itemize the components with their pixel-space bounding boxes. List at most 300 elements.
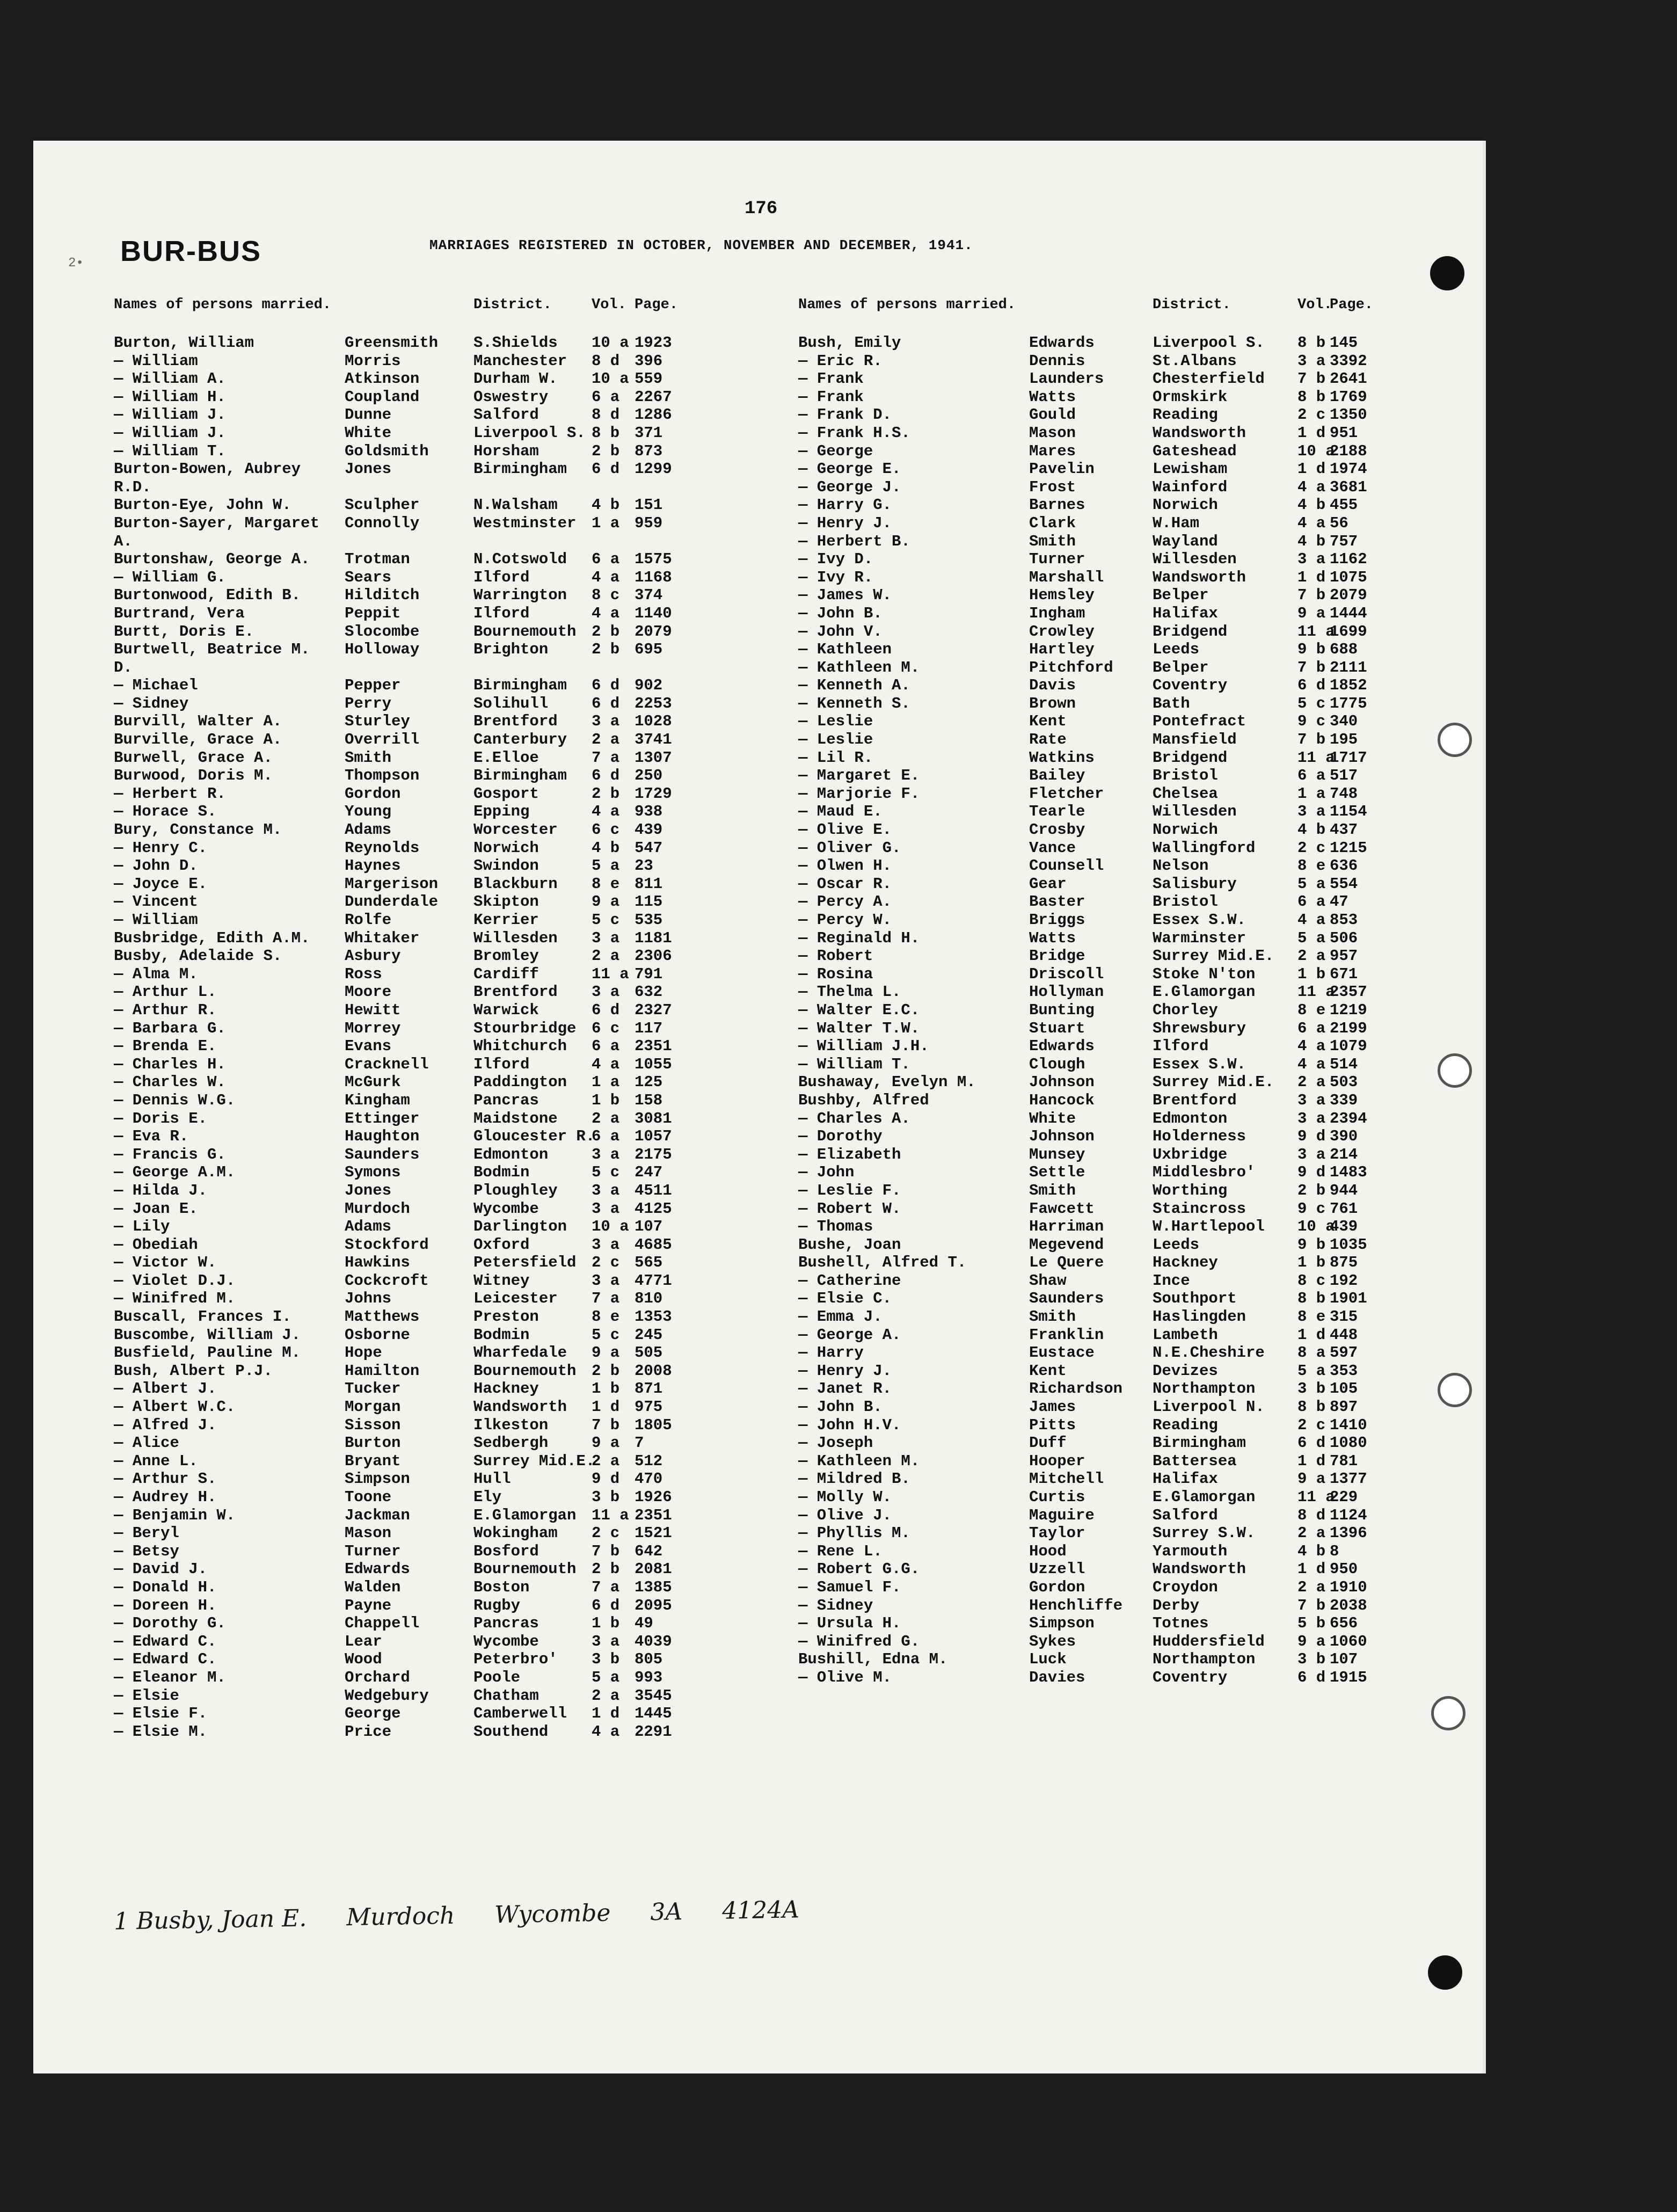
entry-district: [473, 478, 592, 497]
entry-district: Horsham: [473, 442, 539, 460]
entry-vol: 1 d: [1297, 568, 1326, 586]
entry-vol: 3 a: [1297, 352, 1326, 370]
entry-vol: 4 a: [592, 1055, 620, 1073]
entry-name: — Beryl: [114, 1524, 179, 1542]
entry-vol: 9 c: [1297, 712, 1326, 731]
entry-spouse: Mitchell: [1029, 1470, 1104, 1488]
entry-vol: 1 b: [1297, 965, 1326, 983]
entry-spouse: Payne: [345, 1596, 392, 1614]
entry-vol: 4 a: [592, 568, 620, 586]
entry-spouse: Bridge: [1029, 947, 1085, 965]
entry-vol: 9 a: [1297, 1470, 1326, 1488]
entry-district: Lewisham: [1153, 460, 1228, 478]
entry-spouse: Watts: [1029, 388, 1076, 406]
entry-district: Wayland: [1153, 532, 1218, 550]
entry-spouse: Bryant: [345, 1452, 401, 1470]
entry-vol: 7 b: [592, 1542, 620, 1560]
entry-name: — John: [798, 1163, 855, 1182]
entry-spouse: Morgan: [345, 1398, 401, 1416]
entry-name: — Lily: [114, 1218, 170, 1236]
entry-spouse: Turner: [345, 1542, 401, 1560]
entry-spouse: Sisson: [345, 1416, 401, 1434]
entry-page: 810: [635, 1290, 663, 1308]
entry-district: Worcester: [473, 821, 558, 839]
entry-spouse: Reynolds: [345, 839, 420, 857]
entry-name: — Eleanor M.: [114, 1668, 226, 1686]
entry-name: — Elsie F.: [114, 1705, 208, 1723]
entry-name: — Obediah: [114, 1235, 198, 1254]
entry-district: Worthing: [1153, 1181, 1228, 1199]
entry-district: Cardiff: [473, 965, 539, 983]
entry-name: — Alfred J.: [114, 1416, 217, 1434]
entry-vol: 6 d: [1297, 1434, 1326, 1452]
entry-district: Stourbridge: [473, 1019, 577, 1037]
entry-page: 439: [1330, 1218, 1358, 1236]
entry-page: 597: [1330, 1344, 1358, 1362]
entry-vol: 6 d: [592, 694, 620, 712]
entry-page: 1915: [1330, 1668, 1367, 1686]
entry-name: — Eric R.: [798, 352, 883, 370]
entry-spouse: Simpson: [345, 1470, 410, 1488]
entry-page: 957: [1330, 947, 1358, 965]
entry-page: 514: [1330, 1055, 1358, 1073]
entry-page: 8: [1330, 1542, 1339, 1560]
entry-vol: 11 a: [1297, 748, 1335, 767]
entry-district: Oswestry: [473, 388, 549, 406]
entry-vol: 3 b: [1297, 1650, 1326, 1669]
entry-name: — Ivy D.: [798, 550, 873, 569]
entry-page: 2394: [1330, 1109, 1367, 1127]
entry-vol: 4 a: [1297, 911, 1326, 929]
entry-vol: 2 c: [1297, 406, 1326, 424]
entry-name: Burwell, Grace A.: [114, 748, 273, 767]
entry-spouse: Atkinson: [345, 370, 420, 388]
entry-spouse: Watkins: [1029, 748, 1095, 767]
entry-district: Bridgend: [1153, 622, 1228, 641]
entry-spouse: [345, 659, 473, 677]
entry-name: — Audrey H.: [114, 1488, 217, 1506]
corner-mark: 2•: [68, 256, 84, 271]
entry-page: 117: [635, 1019, 663, 1037]
entry-district: Swindon: [473, 857, 539, 875]
entry-vol: 2 b: [592, 1560, 620, 1578]
entry-district: Reading: [1153, 1416, 1218, 1434]
entry-spouse: Dunne: [345, 406, 392, 424]
entry-vol: 7 a: [592, 1578, 620, 1596]
left-column: [114, 296, 688, 1741]
entry-spouse: Trotman: [345, 550, 410, 569]
entry-vol: 5 c: [592, 1326, 620, 1344]
entry-page: 245: [635, 1326, 663, 1344]
entry-vol: 6 c: [592, 1019, 620, 1037]
entry-page: 805: [635, 1650, 663, 1669]
entry-page: 2641: [1330, 370, 1367, 388]
entry-district: Poole: [473, 1668, 521, 1686]
entry-page: 396: [635, 352, 663, 370]
entry-district: Warminster: [1153, 929, 1246, 947]
entry-spouse: Johns: [345, 1290, 392, 1308]
entry-page: 2081: [635, 1560, 672, 1578]
entry-vol: 5 b: [1297, 1614, 1326, 1633]
entry-page: 1396: [1330, 1524, 1367, 1542]
entry-district: Bristol: [1153, 767, 1218, 785]
entry-page: 695: [635, 641, 663, 659]
entry-district: Uxbridge: [1153, 1145, 1228, 1163]
entry-page: 2008: [635, 1362, 672, 1380]
entry-name: — Charles H.: [114, 1055, 226, 1073]
entry-page: 247: [635, 1163, 663, 1182]
entry-name: — Michael: [114, 676, 198, 695]
entry-page: 3081: [635, 1109, 672, 1127]
entry-spouse: Mason: [1029, 424, 1076, 442]
entry-district: Croydon: [1153, 1578, 1218, 1596]
entry-page: 950: [1330, 1560, 1358, 1578]
entry-district: Leeds: [1153, 1235, 1200, 1254]
entry-district: Southend: [473, 1722, 549, 1741]
entry-spouse: Harriman: [1029, 1218, 1104, 1236]
entry-district: Coventry: [1153, 1668, 1228, 1686]
entry-spouse: Gordon: [345, 784, 401, 803]
entry-vol: 5 c: [1297, 694, 1326, 712]
entry-page: 23: [635, 857, 653, 875]
entry-name: — Winifred M.: [114, 1290, 236, 1308]
entry-vol: 1 b: [592, 1614, 620, 1633]
entry-name: — Joseph: [798, 1434, 873, 1452]
entry-district: Liverpool S.: [473, 424, 586, 442]
entry-district: Wharfedale: [473, 1344, 567, 1362]
entry-district: Surrey Mid.E.: [1153, 947, 1274, 965]
handwritten-spouse: Murdoch: [346, 1902, 455, 1932]
entry-district: Pancras: [473, 1614, 539, 1633]
entry-page: 1926: [635, 1488, 672, 1506]
entry-district: Bodmin: [473, 1326, 530, 1344]
entry-district: Maidstone: [473, 1109, 558, 1127]
entry-page: 559: [635, 370, 663, 388]
entry-name: Burton-Sayer, Margaret: [114, 514, 319, 532]
entry-district: Salford: [1153, 1506, 1218, 1524]
entry-vol: 3 a: [1297, 1145, 1326, 1163]
entry-name: — Percy A.: [798, 893, 892, 911]
entry-page: 2079: [635, 622, 672, 641]
right-register-table: [798, 296, 1383, 1687]
entry-spouse: Murdoch: [345, 1199, 410, 1218]
entry-name: — Reginald H.: [798, 929, 920, 947]
entry-district: Canterbury: [473, 731, 567, 749]
entry-vol: 6 d: [592, 767, 620, 785]
entry-spouse: Lear: [345, 1632, 382, 1650]
entry-page: 107: [1330, 1650, 1358, 1669]
entry-district: Mansfield: [1153, 731, 1237, 749]
entry-vol: 3 a: [592, 1271, 620, 1290]
entry-vol: 6 d: [1297, 676, 1326, 695]
entry-vol: 4 b: [592, 496, 620, 514]
entry-vol: 7 b: [1297, 1596, 1326, 1614]
entry-district: Staincross: [1153, 1199, 1246, 1218]
entry-name: Burwood, Doris M.: [114, 767, 273, 785]
entry-name: — Janet R.: [798, 1380, 892, 1398]
entry-vol: 7 b: [1297, 731, 1326, 749]
entry-spouse: Overrill: [345, 731, 420, 749]
entry-district: Blackburn: [473, 875, 558, 893]
entry-name: — Winifred G.: [798, 1632, 920, 1650]
entry-name: — Rene L.: [798, 1542, 883, 1560]
entry-page: 390: [1330, 1127, 1358, 1146]
entry-name: — Sidney: [114, 694, 189, 712]
entry-district: Salford: [473, 406, 539, 424]
entry-vol: 8 c: [592, 586, 620, 605]
entry-district: Wycombe: [473, 1632, 539, 1650]
entry-spouse: Pitts: [1029, 1416, 1076, 1434]
entry-name: — Leslie F.: [798, 1181, 901, 1199]
entry-name: — Doris E.: [114, 1109, 208, 1127]
entry-page: 1162: [1330, 550, 1367, 569]
entry-district: Birmingham: [473, 676, 567, 695]
entry-page: 145: [1330, 334, 1358, 352]
entry-page: 2327: [635, 1001, 672, 1019]
entry-page: 1377: [1330, 1470, 1367, 1488]
entry-district: Norwich: [1153, 821, 1218, 839]
entry-district: Ilford: [473, 604, 530, 622]
entry-vol: 4 b: [1297, 532, 1326, 550]
entry-spouse: Taylor: [1029, 1524, 1085, 1542]
entry-spouse: Morris: [345, 352, 401, 370]
entry-district: Bournemouth: [473, 1560, 577, 1578]
entry-district: Wandsworth: [473, 1398, 567, 1416]
entry-district: Holderness: [1153, 1127, 1246, 1146]
entry-district: Salisbury: [1153, 875, 1237, 893]
entry-name: — Phyllis M.: [798, 1524, 910, 1542]
entry-spouse: Ingham: [1029, 604, 1085, 622]
entry-district: E.Glamorgan: [1153, 1488, 1256, 1506]
entry-district: Brighton: [473, 641, 549, 659]
entry-vol: 6 a: [592, 388, 620, 406]
entry-page: 4511: [635, 1181, 672, 1199]
entry-spouse: Wedgebury: [345, 1686, 429, 1705]
entry-page: 505: [635, 1344, 663, 1362]
entry-vol: 3 a: [592, 983, 620, 1001]
entry-name: — James W.: [798, 586, 892, 605]
entry-district: Wainford: [1153, 478, 1228, 496]
entry-vol: 3 a: [592, 1235, 620, 1254]
entry-district: Hull: [473, 1470, 511, 1488]
entry-district: Leeds: [1153, 641, 1200, 659]
entry-name: — Joan E.: [114, 1199, 198, 1218]
entry-district: Norwich: [473, 839, 539, 857]
entry-name: — John H.V.: [798, 1416, 901, 1434]
entry-name: — Anne L.: [114, 1452, 198, 1470]
entry-spouse: Connolly: [345, 514, 420, 532]
entry-vol: 8 b: [1297, 388, 1326, 406]
entry-vol: 2 c: [1297, 839, 1326, 857]
entry-vol: 8 e: [1297, 1308, 1326, 1326]
entry-vol: 6 d: [592, 1596, 620, 1614]
entry-district: Brentford: [473, 983, 558, 1001]
entry-district: Halifax: [1153, 604, 1218, 622]
entry-name: Burton-Eye, John W.: [114, 496, 291, 514]
entry-spouse: Cracknell: [345, 1055, 429, 1073]
entry-page: 871: [635, 1380, 663, 1398]
entry-district: Bournemouth: [473, 622, 577, 641]
entry-name: — Olive E.: [798, 821, 892, 839]
entry-name: — Thelma L.: [798, 983, 901, 1001]
entry-page: 2351: [635, 1037, 672, 1056]
entry-name: — Alice: [114, 1434, 179, 1452]
entry-district: Pancras: [473, 1091, 539, 1109]
entry-page: 1385: [635, 1578, 672, 1596]
column-header-spouse: [345, 296, 473, 334]
handwritten-page: 4124A: [721, 1896, 800, 1925]
entry-district: Reading: [1153, 406, 1218, 424]
entry-spouse: Walden: [345, 1578, 401, 1596]
entry-page: 1575: [635, 550, 672, 569]
entry-district: Essex S.W.: [1153, 1055, 1246, 1073]
entry-spouse: Wood: [345, 1650, 382, 1669]
entry-spouse: [345, 478, 473, 497]
entry-vol: 2 a: [592, 731, 620, 749]
entry-spouse: Symons: [345, 1163, 401, 1182]
entry-vol: 2 a: [592, 1452, 620, 1470]
entry-spouse: Young: [345, 803, 392, 821]
entry-district: Edmonton: [1153, 1109, 1228, 1127]
entry-spouse: Morrey: [345, 1019, 401, 1037]
entry-spouse: Tearle: [1029, 803, 1085, 821]
entry-spouse: Orchard: [345, 1668, 410, 1686]
entry-spouse: Johnson: [1029, 1127, 1095, 1146]
entry-vol: 6 a: [1297, 767, 1326, 785]
entry-spouse: Duff: [1029, 1434, 1067, 1452]
entry-name: — Eva R.: [114, 1127, 189, 1146]
entry-district: Shrewsbury: [1153, 1019, 1246, 1037]
entry-spouse: Gordon: [1029, 1578, 1085, 1596]
entry-name: — Kathleen M.: [798, 1452, 920, 1470]
entry-name: Burtrand, Vera: [114, 604, 245, 622]
entry-name: — Elsie C.: [798, 1290, 892, 1308]
entry-spouse: Gould: [1029, 406, 1076, 424]
entry-name: — William J.: [114, 424, 226, 442]
entry-district: Bournemouth: [473, 1362, 577, 1380]
entry-vol: 6 a: [1297, 1019, 1326, 1037]
entry-spouse: Kent: [1029, 1362, 1067, 1380]
entry-vol: 3 b: [592, 1488, 620, 1506]
entry-spouse: Sculpher: [345, 496, 420, 514]
entry-name: — Barbara G.: [114, 1019, 226, 1037]
entry-vol: 1 d: [1297, 424, 1326, 442]
entry-spouse: Asbury: [345, 947, 401, 965]
entry-name: — Albert W.C.: [114, 1398, 236, 1416]
entry-spouse: Sturley: [345, 712, 410, 731]
entry-spouse: Cockcroft: [345, 1271, 429, 1290]
entry-name: — Arthur R.: [114, 1001, 217, 1019]
entry-vol: 5 a: [1297, 875, 1326, 893]
entry-spouse: Hawkins: [345, 1254, 410, 1272]
entry-page: 944: [1330, 1181, 1358, 1199]
entry-page: 1055: [635, 1055, 672, 1073]
entry-vol: 8 b: [1297, 1290, 1326, 1308]
entry-district: Ilford: [1153, 1037, 1209, 1056]
entry-page: 1699: [1330, 622, 1367, 641]
entry-name: — Charles A.: [798, 1109, 910, 1127]
entry-district: E.Elloe: [473, 748, 539, 767]
entry-name: — Doreen H.: [114, 1596, 217, 1614]
entry-district: Ilkeston: [473, 1416, 549, 1434]
entry-vol: 1 d: [592, 1705, 620, 1723]
entry-name: — Maud E.: [798, 803, 883, 821]
entry-spouse: Edwards: [1029, 334, 1095, 352]
entry-page: 1080: [1330, 1434, 1367, 1452]
entry-page: 4771: [635, 1271, 672, 1290]
entry-vol: 2 b: [592, 641, 620, 659]
entry-vol: 6 a: [592, 1037, 620, 1056]
entry-district: Preston: [473, 1308, 539, 1326]
entry-vol: 3 a: [592, 1181, 620, 1199]
entry-spouse: Coupland: [345, 388, 420, 406]
entry-spouse: Peppit: [345, 604, 401, 622]
entry-name: — Molly W.: [798, 1488, 892, 1506]
entry-vol: 2 c: [592, 1254, 620, 1272]
entry-page: 1805: [635, 1416, 672, 1434]
entry-spouse: Saunders: [1029, 1290, 1104, 1308]
entry-name: — Walter E.C.: [798, 1001, 920, 1019]
entry-page: 761: [1330, 1199, 1358, 1218]
entry-district: Wandsworth: [1153, 568, 1246, 586]
entry-district: Peterbro': [473, 1650, 558, 1669]
entry-district: Essex S.W.: [1153, 911, 1246, 929]
entry-name: — Francis G.: [114, 1145, 226, 1163]
entry-spouse: Shaw: [1029, 1271, 1067, 1290]
entry-page: 975: [635, 1398, 663, 1416]
entry-district: Northampton: [1153, 1380, 1256, 1398]
entry-vol: 3 a: [592, 1632, 620, 1650]
entry-name: — Elizabeth: [798, 1145, 901, 1163]
entry-spouse: Dunderdale: [345, 893, 439, 911]
entry-vol: 9 a: [1297, 604, 1326, 622]
entry-page: 192: [1330, 1271, 1358, 1290]
entry-spouse: Mason: [345, 1524, 392, 1542]
entry-page: 959: [635, 514, 663, 532]
entry-vol: 3 a: [1297, 1091, 1326, 1109]
entry-spouse: Megevend: [1029, 1235, 1104, 1254]
column-header-vol: Vol.: [592, 297, 626, 313]
entry-district: Chesterfield: [1153, 370, 1265, 388]
entry-name: — Leslie: [798, 731, 873, 749]
entry-page: 506: [1330, 929, 1358, 947]
entry-spouse: Fletcher: [1029, 784, 1104, 803]
entry-vol: 10 a: [1297, 1218, 1335, 1236]
entry-district: Belper: [1153, 658, 1209, 676]
entry-name: — Frank H.S.: [798, 424, 910, 442]
entry-name: — Catherine: [798, 1271, 901, 1290]
entry-vol: 8 d: [1297, 1506, 1326, 1524]
entry-district: Ely: [473, 1488, 502, 1506]
entry-district: Ilford: [473, 568, 530, 586]
entry-vol: 6 a: [592, 550, 620, 569]
entry-spouse: Brown: [1029, 694, 1076, 712]
entry-name: Busfield, Pauline M.: [114, 1344, 301, 1362]
entry-district: [473, 659, 592, 677]
entry-spouse: Launders: [1029, 370, 1104, 388]
entry-page: 4685: [635, 1235, 672, 1254]
entry-vol: 6 a: [1297, 893, 1326, 911]
entry-district: Willesden: [473, 929, 558, 947]
entry-vol: 6 c: [592, 821, 620, 839]
entry-vol: 7 a: [592, 1290, 620, 1308]
entry-name: — Oliver G.: [798, 839, 901, 857]
left-register-table: [114, 296, 688, 1741]
entry-district: Sedbergh: [473, 1434, 549, 1452]
entry-district: [473, 533, 592, 551]
entry-spouse: Marshall: [1029, 568, 1104, 586]
entry-page: 3392: [1330, 352, 1367, 370]
